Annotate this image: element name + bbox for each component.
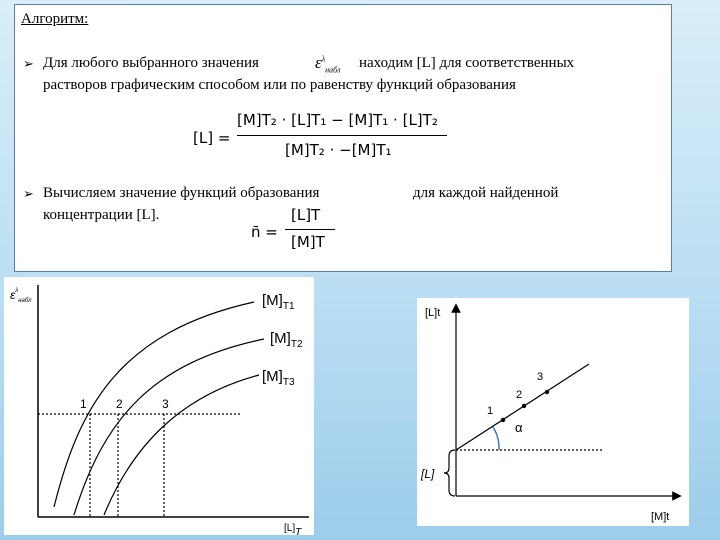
graph1-point-label-2: 2 <box>116 397 123 411</box>
graph2-point-1 <box>501 418 505 422</box>
bullet1-text-part2: находим [L] для соответственных <box>359 55 575 71</box>
formula1-fraction-bar <box>237 135 447 136</box>
curve-t2 <box>74 339 264 515</box>
formula1-denominator: [M]T₂ · −[M]T₁ <box>285 141 392 159</box>
formula1-numerator: [M]T₂ · [L]T₁ − [M]T₁ · [L]T₂ <box>237 111 438 129</box>
graph1-point-label-3: 3 <box>162 397 169 411</box>
bullet1-text-part1: Для любого выбранного значения <box>43 55 259 71</box>
absorbance-graph <box>4 277 314 535</box>
formula2-fraction-bar <box>285 229 335 230</box>
graph2-xlabel: [M]t <box>651 511 670 523</box>
formula2-lhs: n̄ = <box>251 223 278 241</box>
bullet2-text-line2: концентрации [L]. <box>43 207 160 223</box>
absorbance-graph-panel <box>4 277 314 535</box>
curve-label-t1: $[M]_{T1}$ <box>262 292 295 312</box>
angle-arc <box>493 427 499 450</box>
graph2-point-2 <box>522 404 526 408</box>
epsilon-symbol: $\varepsilon^\lambda_{набл}$ <box>315 53 341 75</box>
graph1-ylabel: $\varepsilon^\lambda_{набл}$ <box>10 288 32 304</box>
curve-t3 <box>104 375 259 515</box>
linear-graph <box>417 298 689 526</box>
formula2-denominator: [M]T <box>291 233 325 251</box>
angle-alpha-label: α <box>515 420 523 435</box>
graph1-xlabel: [L]T <box>284 523 302 535</box>
graph1-point-label-1: 1 <box>80 397 87 411</box>
formula1-lhs: [L] = <box>193 129 231 147</box>
bullet2-text-part1: Вычисляем значение функций образования <box>43 185 320 201</box>
graph2-brace-label: [L] <box>421 467 435 481</box>
curve-label-t2: $[M]_{T2}$ <box>270 330 303 350</box>
slide-title: Алгоритм: <box>21 11 89 27</box>
formula2-numerator: [L]T <box>291 206 321 224</box>
bullet2-text-part2: для каждой найденной <box>413 185 559 201</box>
graph2-point-label-3: 3 <box>537 371 544 383</box>
linear-graph-panel <box>417 298 689 526</box>
algorithm-textbox <box>14 4 672 272</box>
curve-label-t3: $[M]_{T3}$ <box>262 368 295 388</box>
brace-icon <box>444 450 455 496</box>
bullet-arrow-icon: ➢ <box>23 57 34 72</box>
graph2-point-3 <box>545 390 549 394</box>
graph2-point-label-2: 2 <box>516 389 523 401</box>
graph2-ylabel: [L]t <box>425 307 441 319</box>
graph2-point-label-1: 1 <box>487 405 494 417</box>
bullet-arrow-icon: ➢ <box>23 187 34 202</box>
bullet1-text-line2: растворов графическим способом или по равенству функций образования <box>43 77 516 93</box>
